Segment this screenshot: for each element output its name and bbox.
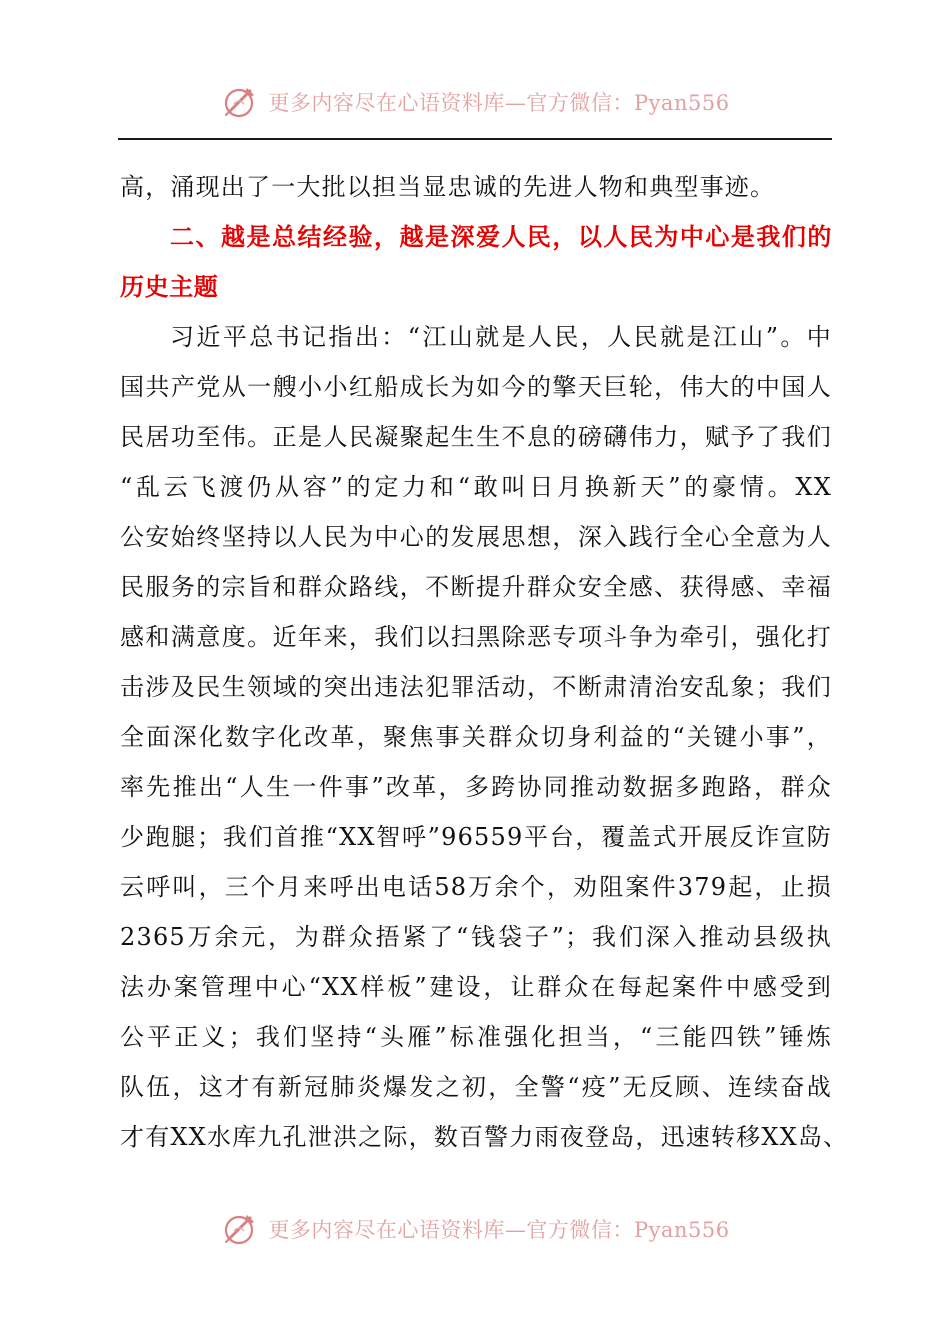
paragraph-line: 习近平总书记指出：“江山就是人民，人民就是江山”。中: [170, 323, 832, 351]
paragraph-line: 率先推出“人生一件事”改革，多跨协同推动数据多跑路，群众: [120, 773, 832, 801]
paragraph-line: 民服务的宗旨和群众路线，不断提升群众安全感、获得感、幸福: [120, 573, 832, 601]
paragraph-line: 公安始终坚持以人民为中心的发展思想，深入践行全心全意为人: [120, 523, 832, 551]
section-heading-line-2: 历史主题: [120, 273, 219, 301]
paragraph-line: “乱云飞渡仍从容”的定力和“敢叫日月换新天”的豪情。XX: [120, 473, 832, 501]
paragraph-line: 云呼叫，三个月来呼出电话58万余个，劝阻案件379起，止损: [120, 873, 832, 901]
watermark-label: 更多内容尽在心语资料库—官方微信：: [268, 91, 634, 115]
page-footer-watermark: [0, 1205, 950, 1253]
paragraph-line: 击涉及民生领域的突出违法犯罪活动，不断肃清治安乱象；我们: [120, 673, 832, 701]
paragraph-line: 少跑腿；我们首推“XX智呼”96559平台，覆盖式开展反诈宣防: [120, 823, 832, 851]
paragraph-line: 公平正义；我们坚持“头雁”标准强化担当，“三能四铁”锤炼: [120, 1023, 832, 1051]
paragraph-line: 民居功至伟。正是人民凝聚起生生不息的磅礴伟力，赋予了我们: [120, 423, 832, 451]
paragraph-line: 国共产党从一艘小小红船成长为如今的擎天巨轮，伟大的中国人: [120, 373, 832, 401]
watermark-text: [268, 1214, 729, 1244]
paragraph-line: 感和满意度。近年来，我们以扫黑除恶专项斗争为牵引，强化打: [120, 623, 832, 651]
section-heading-line-1: 二、越是总结经验，越是深爱人民，以人民为中心是我们的: [170, 223, 832, 251]
paragraph-line: 队伍，这才有新冠肺炎爆发之初，全警“疫”无反顾、连续奋战: [120, 1073, 832, 1101]
header-divider: [118, 138, 832, 140]
watermark-wechat-id: Pyan556: [633, 1218, 730, 1242]
paragraph-line: 高，涌现出了一大批以担当显忠诚的先进人物和典型事迹。: [120, 173, 776, 201]
pen-logo-icon: [220, 1209, 260, 1249]
paragraph-line: 才有XX水库九孔泄洪之际，数百警力雨夜登岛，迅速转移XX岛、: [120, 1123, 849, 1151]
paragraph-line: 法办案管理中心“XX样板”建设，让群众在每起案件中感受到: [120, 973, 832, 1001]
watermark-wechat-id: Pyan556: [633, 91, 730, 115]
watermark-label: 更多内容尽在心语资料库—官方微信：: [268, 1218, 634, 1242]
paragraph-line: 2365万余元，为群众捂紧了“钱袋子”；我们深入推动县级执: [120, 923, 832, 951]
document-body: [120, 162, 849, 1162]
pen-logo-icon: [220, 82, 260, 122]
page-header-watermark: [0, 78, 950, 126]
watermark-text: [268, 87, 729, 117]
paragraph-line: 全面深化数字化改革，聚焦事关群众切身利益的“关键小事”，: [120, 723, 832, 751]
